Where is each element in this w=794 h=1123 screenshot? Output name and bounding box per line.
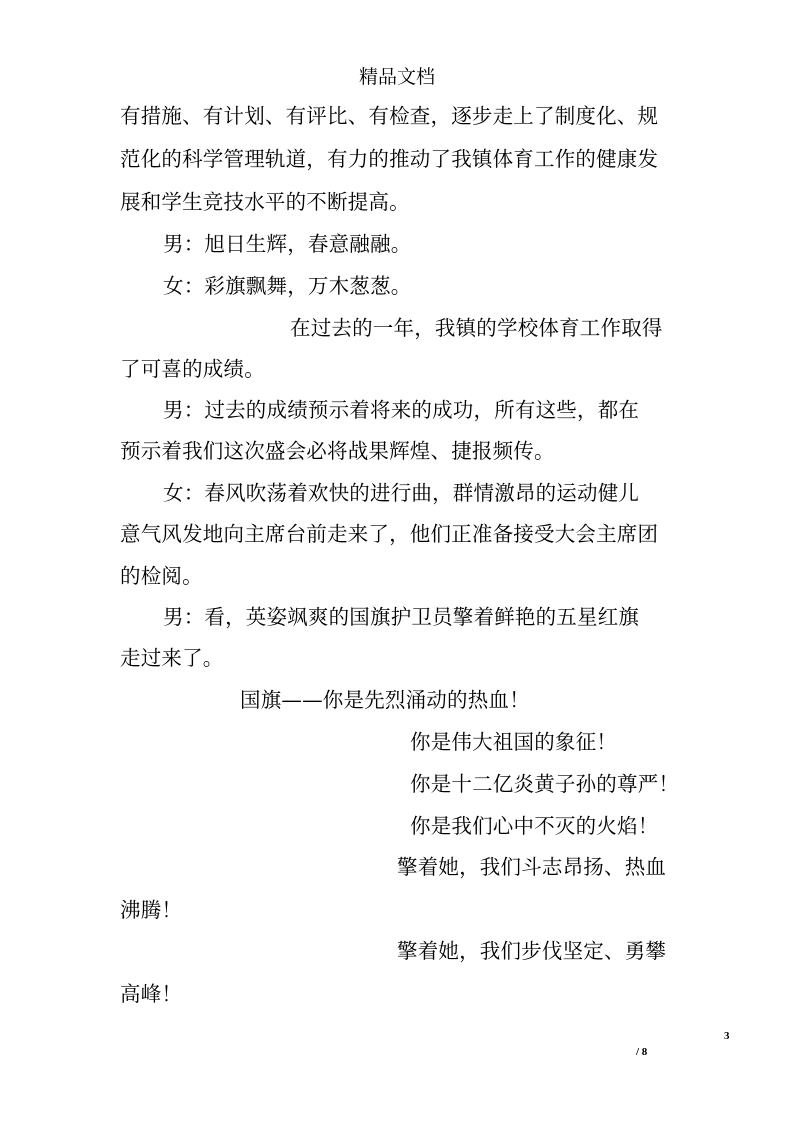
body-line: 预示着我们这次盛会必将战果辉煌、捷报频传。: [120, 439, 555, 463]
body-line: 男：看，英姿飒爽的国旗护卫员擎着鲜艳的五星红旗: [163, 605, 640, 629]
body-line: 你是十二亿炎黄子孙的尊严！: [410, 772, 680, 796]
body-line: 高峰！: [120, 982, 183, 1006]
body-line: 擎着她，我们步伐坚定、勇攀: [397, 939, 667, 963]
body-line: 展和学生竞技水平的不断提高。: [120, 190, 410, 214]
body-line: 了可喜的成绩。: [120, 357, 265, 381]
body-line: 走过来了。: [120, 646, 224, 670]
body-line: 女：春风吹荡着欢快的进行曲，群情激昂的运动健儿: [163, 481, 640, 505]
body-line: 国旗——你是先烈涌动的热血！: [240, 688, 530, 712]
page-number: 3: [724, 1030, 730, 1042]
body-line: 男：旭日生辉，春意融融。: [163, 232, 412, 256]
body-line: 你是我们心中不灭的火焰！: [410, 814, 659, 838]
body-line: 擎着她，我们斗志昂扬、热血: [397, 855, 667, 879]
body-line: 范化的科学管理轨道，有力的推动了我镇体育工作的健康发: [120, 147, 659, 171]
body-line: 意气风发地向主席台前走来了，他们正准备接受大会主席团: [120, 522, 659, 546]
page-total: / 8: [636, 1046, 648, 1058]
body-line: 沸腾！: [120, 898, 183, 922]
body-line: 在过去的一年，我镇的学校体育工作取得: [290, 316, 663, 340]
body-line: 女：彩旗飘舞，万木葱葱。: [163, 274, 412, 298]
page-header-title: 精品文档: [358, 66, 435, 88]
body-line: 的检阅。: [120, 564, 203, 588]
body-line: 你是伟大祖国的象征！: [410, 730, 617, 754]
body-line: 有措施、有计划、有评比、有检查，逐步走上了制度化、规: [120, 104, 659, 128]
body-line: 男：过去的成绩预示着将来的成功，所有这些，都在: [163, 398, 640, 422]
